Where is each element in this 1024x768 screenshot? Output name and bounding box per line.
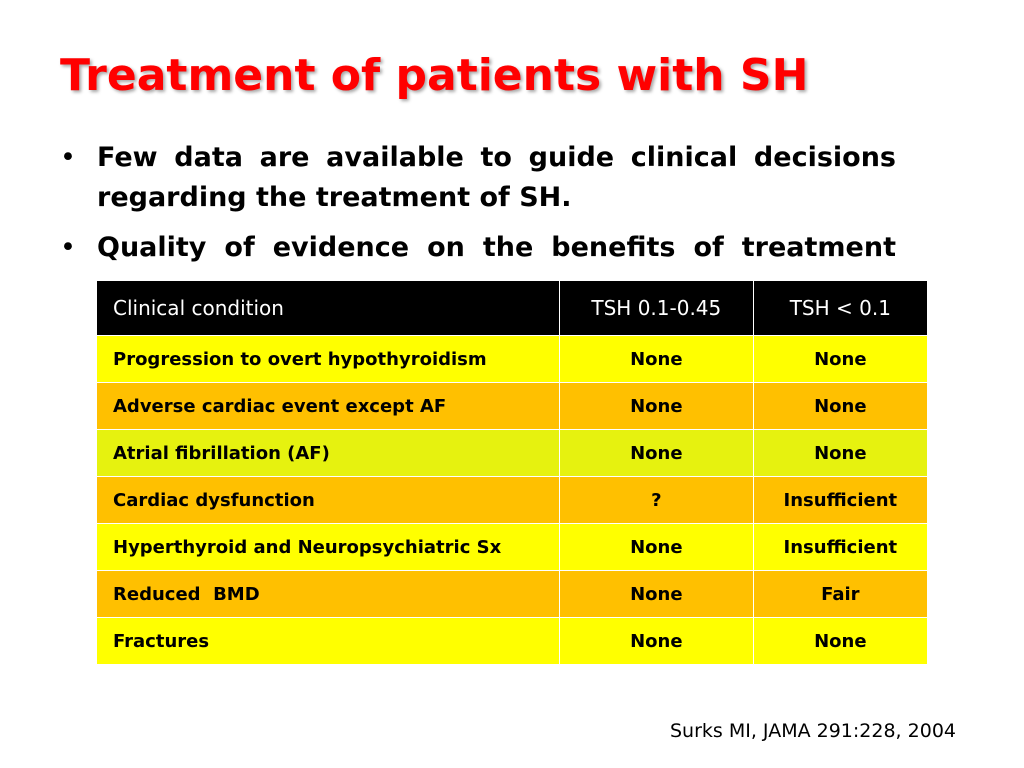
table-row xyxy=(97,618,928,665)
table-header-row xyxy=(97,281,928,336)
header-tsh-mid: TSH 0.1-0.45 xyxy=(560,281,754,336)
citation: Surks MI, JAMA 291:228, 2004 xyxy=(670,720,956,742)
bullet-marker: • xyxy=(60,232,76,263)
condition-cell: Atrial fibrillation (AF) xyxy=(97,430,560,477)
tsh-mid-cell: None xyxy=(560,618,754,665)
tsh-mid-cell: None xyxy=(560,571,754,618)
bullet-list xyxy=(60,138,896,278)
tsh-low-cell: None xyxy=(753,430,927,477)
header-tsh-low: TSH < 0.1 xyxy=(753,281,927,336)
tsh-mid-cell: None xyxy=(560,336,754,383)
tsh-low-cell: None xyxy=(753,383,927,430)
tsh-low-cell: Insufficient xyxy=(753,524,927,571)
bullet-text: Few data are available to guide clinical decisions regarding the treatment of SH. xyxy=(97,142,896,213)
tsh-mid-cell: None xyxy=(560,524,754,571)
tsh-low-cell: None xyxy=(753,618,927,665)
condition-cell: Progression to overt hypothyroidism xyxy=(97,336,560,383)
tsh-low-cell: Fair xyxy=(753,571,927,618)
tsh-low-cell: Insufficient xyxy=(753,477,927,524)
header-clinical-condition: Clinical condition xyxy=(97,281,560,336)
table-row xyxy=(97,524,928,571)
tsh-mid-cell: None xyxy=(560,430,754,477)
table-row xyxy=(97,571,928,618)
tsh-low-cell: None xyxy=(753,336,927,383)
table-row xyxy=(97,430,928,477)
condition-cell: Cardiac dysfunction xyxy=(97,477,560,524)
bullet-item xyxy=(60,138,896,218)
tsh-mid-cell: ? xyxy=(560,477,754,524)
bullet-text: Quality of evidence on the benefits of treatment xyxy=(97,232,896,263)
condition-cell: Hyperthyroid and Neuropsychiatric Sx xyxy=(97,524,560,571)
condition-cell: Adverse cardiac event except AF xyxy=(97,383,560,430)
bullet-marker: • xyxy=(60,142,76,173)
tsh-mid-cell: None xyxy=(560,383,754,430)
table-row xyxy=(97,477,928,524)
table-row xyxy=(97,336,928,383)
bullet-item xyxy=(60,228,896,268)
slide-title: Treatment of patients with SH xyxy=(60,50,809,101)
evidence-table xyxy=(96,280,928,665)
condition-cell: Fractures xyxy=(97,618,560,665)
table-row xyxy=(97,383,928,430)
condition-cell: Reduced BMD xyxy=(97,571,560,618)
